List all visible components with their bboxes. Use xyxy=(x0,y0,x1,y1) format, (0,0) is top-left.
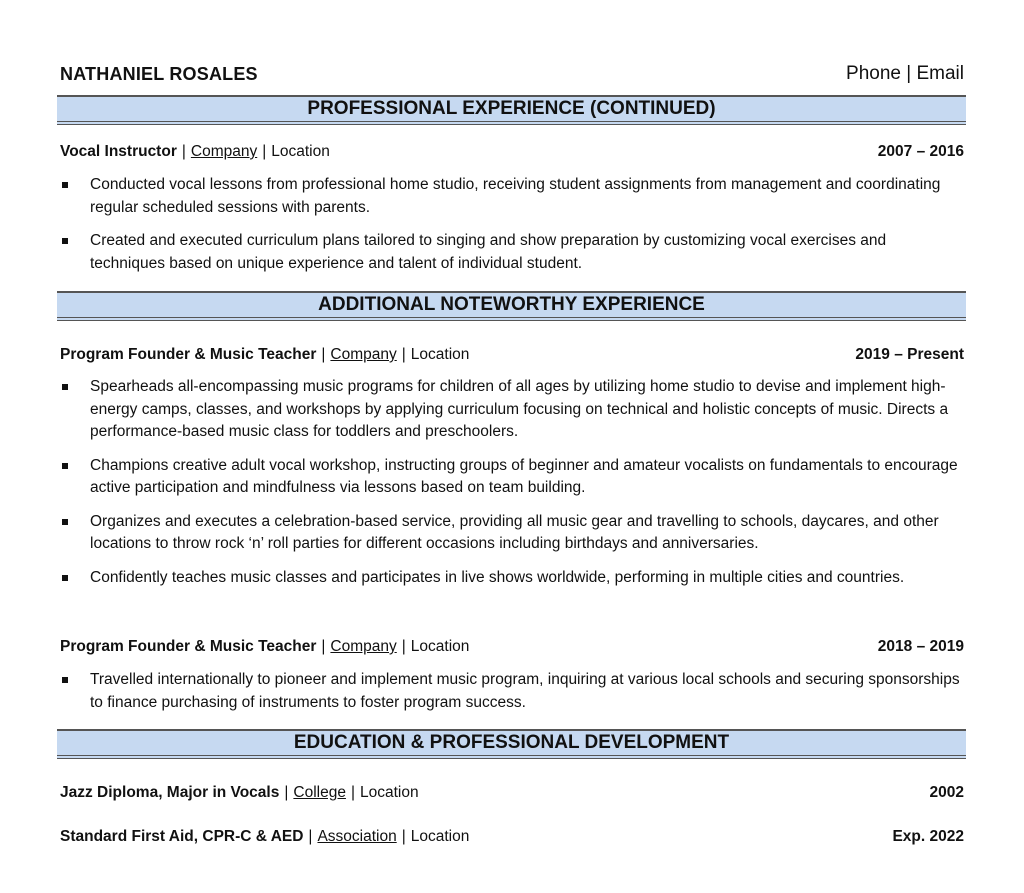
separator: | xyxy=(321,346,326,363)
job-company: Company xyxy=(330,638,397,655)
bullet-item xyxy=(60,455,965,500)
job-location: Location xyxy=(410,638,470,655)
bullet-list xyxy=(60,174,965,286)
separator: | xyxy=(350,784,355,801)
bullet-text: Champions creative adult vocal workshop, instructing groups of beginner and amateur vocalists on fundamentals to encourage active participation and mindfulness via lessons based on team building. xyxy=(90,456,958,496)
bullet-list xyxy=(60,669,965,725)
job-title-line xyxy=(60,143,330,161)
job-header-program-founder-2018 xyxy=(60,636,964,658)
candidate-name: NATHANIEL ROSALES xyxy=(60,63,258,84)
separator: | xyxy=(401,346,406,363)
bullet-item xyxy=(60,230,965,275)
bullet-item xyxy=(60,669,965,714)
job-location: Location xyxy=(410,346,470,363)
education-item-diploma xyxy=(60,782,964,804)
job-location: Location xyxy=(271,143,330,160)
section-header-professional-experience xyxy=(57,95,966,125)
education-item-first-aid xyxy=(60,826,964,848)
job-role: Vocal Instructor xyxy=(60,143,177,160)
job-role: Program Founder & Music Teacher xyxy=(60,346,317,363)
section-title: PROFESSIONAL EXPERIENCE (CONTINUED) xyxy=(307,98,716,119)
bullet-square-icon xyxy=(62,519,68,525)
education-location: Location xyxy=(359,784,419,801)
separator: | xyxy=(262,143,267,160)
job-header-vocal-instructor xyxy=(60,141,964,163)
education-title-line xyxy=(60,828,469,846)
bullet-text: Organizes and executes a celebration-based service, providing all music gear and travelling to schools, daycares, and other locations to throw rock ‘n’ roll parties for different occasions including birthdays and anniversaries. xyxy=(90,512,939,552)
job-title-line xyxy=(60,638,469,656)
job-role: Program Founder & Music Teacher xyxy=(60,638,317,655)
contact-info: Phone | Email xyxy=(846,63,964,84)
bullet-item xyxy=(60,376,965,444)
bullet-item xyxy=(60,567,965,590)
section-header-additional-experience xyxy=(57,291,966,321)
education-date: 2002 xyxy=(929,784,964,801)
section-header-education xyxy=(57,729,966,759)
separator: | xyxy=(401,638,406,655)
education-credential: Standard First Aid, CPR-C & AED xyxy=(60,828,304,845)
job-company: Company xyxy=(190,143,258,160)
education-institution: College xyxy=(293,784,346,801)
separator: | xyxy=(401,828,406,845)
education-title-line xyxy=(60,784,419,802)
bullet-item xyxy=(60,174,965,219)
education-location: Location xyxy=(410,828,470,845)
bullet-list xyxy=(60,376,965,600)
bullet-square-icon xyxy=(62,575,68,581)
resume-header xyxy=(60,62,964,86)
section-title: ADDITIONAL NOTEWORTHY EXPERIENCE xyxy=(318,294,705,315)
job-company: Company xyxy=(330,346,397,363)
separator: | xyxy=(321,638,326,655)
bullet-text: Conducted vocal lessons from professional home studio, receiving student assignments from management and coordinating regular scheduled sessions with parents. xyxy=(90,176,941,216)
bullet-square-icon xyxy=(62,677,68,683)
bullet-square-icon xyxy=(62,384,68,390)
section-title: EDUCATION & PROFESSIONAL DEVELOPMENT xyxy=(293,732,730,753)
education-credential: Jazz Diploma, Major in Vocals xyxy=(60,784,280,801)
bullet-text: Travelled internationally to pioneer and implement music program, inquiring at various local schools and securing sponsorships to finance purchasing of instruments to foster program success. xyxy=(90,671,960,711)
education-institution: Association xyxy=(317,828,397,845)
bullet-text: Created and executed curriculum plans tailored to singing and show preparation by customizing vocal exercises and techniques based on unique experience and talent of individual student. xyxy=(90,232,887,272)
job-dates: 2018 – 2019 xyxy=(877,638,964,655)
bullet-square-icon xyxy=(62,238,68,244)
bullet-text: Spearheads all-encompassing music programs for children of all ages by utilizing home studio to devise and implement high-energy camps, classes, and workshops by applying curriculum focusing on technical and holistic concepts of music. Directs a performance-based music class for toddlers and preschoolers. xyxy=(90,378,949,440)
job-title-line xyxy=(60,346,469,364)
bullet-text: Confidently teaches music classes and participates in live shows worldwide, performing in multiple cities and countries. xyxy=(90,568,905,586)
separator: | xyxy=(284,784,289,801)
job-dates: 2007 – 2016 xyxy=(877,143,964,160)
bullet-square-icon xyxy=(62,463,68,469)
education-date: Exp. 2022 xyxy=(892,828,964,845)
bullet-square-icon xyxy=(62,182,68,188)
bullet-item xyxy=(60,511,965,556)
separator: | xyxy=(308,828,313,845)
job-header-program-founder-2019 xyxy=(60,344,964,366)
separator: | xyxy=(181,143,186,160)
job-dates: 2019 – Present xyxy=(855,346,964,363)
